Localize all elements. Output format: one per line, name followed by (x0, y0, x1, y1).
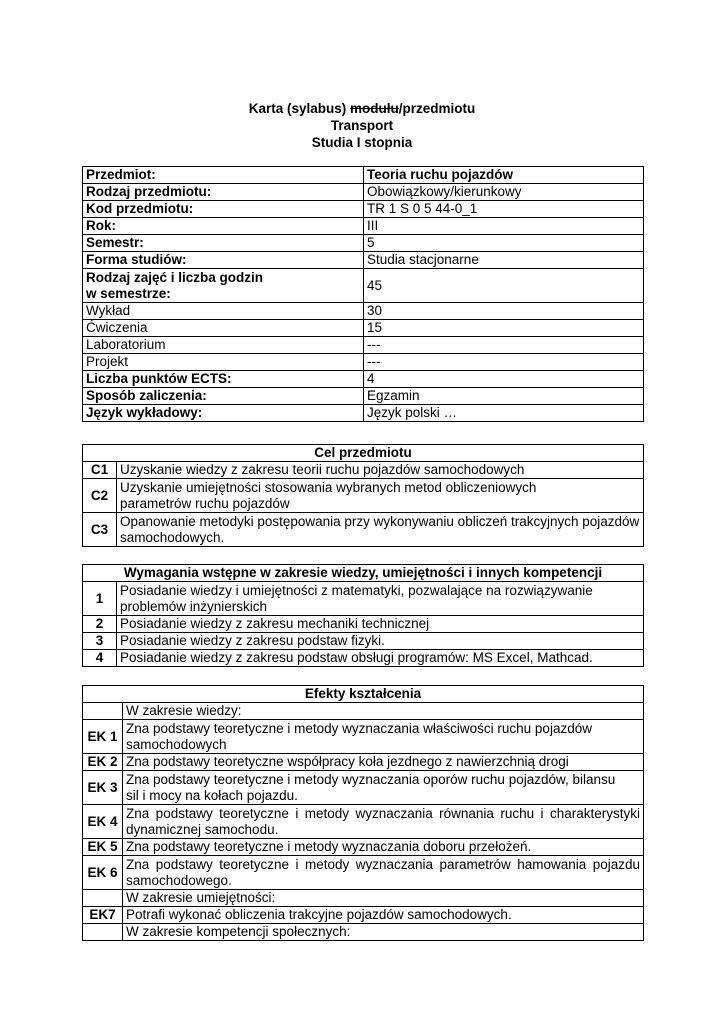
info-value: --- (364, 354, 644, 371)
outcome-code: EK7 (83, 907, 123, 924)
info-label: Przedmiot: (83, 167, 364, 184)
outcome-code: EK 6 (83, 856, 123, 890)
prerequisite-text: Posiadanie wiedzy z zakresu mechaniki technicznej (117, 616, 644, 633)
info-label: Wykład (83, 303, 364, 320)
goal-code: C2 (83, 479, 117, 513)
prerequisite-text: Posiadanie wiedzy z zakresu podstaw obsługi programów: MS Excel, Mathcad. (117, 650, 644, 667)
prerequisite-code: 1 (83, 582, 117, 616)
info-value: III (364, 218, 644, 235)
title-struck-word: modułu (350, 101, 399, 116)
course-goals-table (82, 444, 644, 547)
table-row (83, 582, 644, 616)
info-value: 45 (364, 269, 644, 303)
outcome-code: EK 2 (83, 754, 123, 771)
prerequisite-text: Posiadanie wiedzy z zakresu podstaw fizyki. (117, 633, 644, 650)
table-row (83, 616, 644, 633)
info-value: 4 (364, 371, 644, 388)
info-value: Studia stacjonarne (364, 252, 644, 269)
table-row (83, 839, 644, 856)
info-value: Teoria ruchu pojazdów (364, 167, 644, 184)
goal-code: C1 (83, 462, 117, 479)
outcome-code: EK 5 (83, 839, 123, 856)
outcome-text: Zna podstawy teoretyczne i metody wyznaczania właściwości ruchu pojazdów samochodowych (123, 720, 644, 754)
table-row (83, 479, 644, 513)
table-row (83, 201, 644, 218)
empty-cell (83, 703, 123, 720)
table-row (83, 252, 644, 269)
prerequisite-code: 2 (83, 616, 117, 633)
info-label: Liczba punktów ECTS: (83, 371, 364, 388)
info-value: --- (364, 337, 644, 354)
table-row (83, 184, 644, 201)
table-row (83, 337, 644, 354)
course-info-table (82, 166, 644, 422)
info-label: Sposób zaliczenia: (83, 388, 364, 405)
outcome-text: Zna podstawy teoretyczne współpracy koła jezdnego z nawierzchnią drogi (123, 754, 644, 771)
prerequisite-code: 3 (83, 633, 117, 650)
info-label: Laboratorium (83, 337, 364, 354)
section-knowledge: W zakresie wiedzy: (123, 703, 644, 720)
info-label: Język wykładowy: (83, 405, 364, 422)
table-row (83, 303, 644, 320)
section-skills: W zakresie umiejętności: (123, 890, 644, 907)
table-row (83, 354, 644, 371)
outcome-text: Potrafi wykonać obliczenia trakcyjne pojazdów samochodowych. (123, 907, 644, 924)
table-row (83, 633, 644, 650)
outcome-code: EK 3 (83, 771, 123, 805)
prerequisites-table (82, 564, 644, 667)
info-label: Projekt (83, 354, 364, 371)
outcome-text: Zna podstawy teoretyczne i metody wyznaczania oporów ruchu pojazdów, bilansu sil i mocy na kołach pojazdu. (123, 771, 644, 805)
empty-cell (83, 924, 123, 941)
table-row (83, 269, 644, 303)
study-level: Studia I stopnia (311, 135, 413, 150)
table-row (83, 462, 644, 479)
info-label: Ćwiczenia (83, 320, 364, 337)
info-value: 5 (364, 235, 644, 252)
outcome-text: Zna podstawy teoretyczne i metody wyznaczania parametrów hamowania pojazdu samochodowego. (123, 856, 644, 890)
table-row (83, 320, 644, 337)
goal-text: Uzyskanie wiedzy z zakresu teorii ruchu pojazdów samochodowych (117, 462, 644, 479)
table-row (83, 167, 644, 184)
goal-text: Opanowanie metodyki postępowania przy wykonywaniu obliczeń trakcyjnych pojazdów samochodowych. (117, 513, 644, 547)
outcome-code: EK 1 (83, 720, 123, 754)
prerequisite-code: 4 (83, 650, 117, 667)
table-header-row (83, 686, 644, 703)
outcome-code: EK 4 (83, 805, 123, 839)
table-row (83, 388, 644, 405)
table-row (83, 771, 644, 805)
info-value: Język polski … (364, 405, 644, 422)
prerequisites-title: Wymagania wstępne w zakresie wiedzy, umiejętności i innych kompetencji (83, 565, 644, 582)
goals-title: Cel przedmiotu (83, 445, 644, 462)
table-section-row (83, 890, 644, 907)
info-label: Rodzaj przedmiotu: (83, 184, 364, 201)
table-section-row (83, 924, 644, 941)
field-of-study: Transport (330, 118, 394, 133)
syllabus-title (0, 100, 724, 117)
table-header-row (83, 445, 644, 462)
title-prefix: Karta (sylabus) (248, 101, 351, 116)
info-label: Rok: (83, 218, 364, 235)
table-row (83, 805, 644, 839)
section-social-competences: W zakresie kompetencji społecznych: (123, 924, 644, 941)
table-row (83, 856, 644, 890)
learning-outcomes-table (82, 685, 644, 941)
table-row (83, 371, 644, 388)
table-row (83, 218, 644, 235)
info-label: Rodzaj zajęć i liczba godzin w semestrze: (83, 269, 364, 303)
info-label: Kod przedmiotu: (83, 201, 364, 218)
info-value: TR 1 S 0 5 44-0_1 (364, 201, 644, 218)
table-row (83, 405, 644, 422)
goal-code: C3 (83, 513, 117, 547)
info-value: 15 (364, 320, 644, 337)
info-value: Egzamin (364, 388, 644, 405)
table-section-row (83, 703, 644, 720)
table-header-row (83, 565, 644, 582)
table-row (83, 513, 644, 547)
goal-text: Uzyskanie umiejętności stosowania wybranych metod obliczeniowych parametrów ruchu pojazdów (117, 479, 644, 513)
outcomes-title: Efekty kształcenia (83, 686, 644, 703)
info-label: Forma studiów: (83, 252, 364, 269)
table-row (83, 235, 644, 252)
outcome-text: Zna podstawy teoretyczne i metody wyznaczania równania ruchu i charakterystyki dynamicznej samochodu. (123, 805, 644, 839)
info-label: Semestr: (83, 235, 364, 252)
prerequisite-text: Posiadanie wiedzy i umiejętności z matematyki, pozwalające na rozwiązywanie problemów inżynierskich (117, 582, 644, 616)
title-suffix: /przedmiotu (398, 101, 476, 116)
info-value: Obowiązkowy/kierunkowy (364, 184, 644, 201)
table-row (83, 720, 644, 754)
info-value: 30 (364, 303, 644, 320)
table-row (83, 650, 644, 667)
empty-cell (83, 890, 123, 907)
table-row (83, 754, 644, 771)
outcome-text: Zna podstawy teoretyczne i metody wyznaczania doboru przełożeń. (123, 839, 644, 856)
table-row (83, 907, 644, 924)
